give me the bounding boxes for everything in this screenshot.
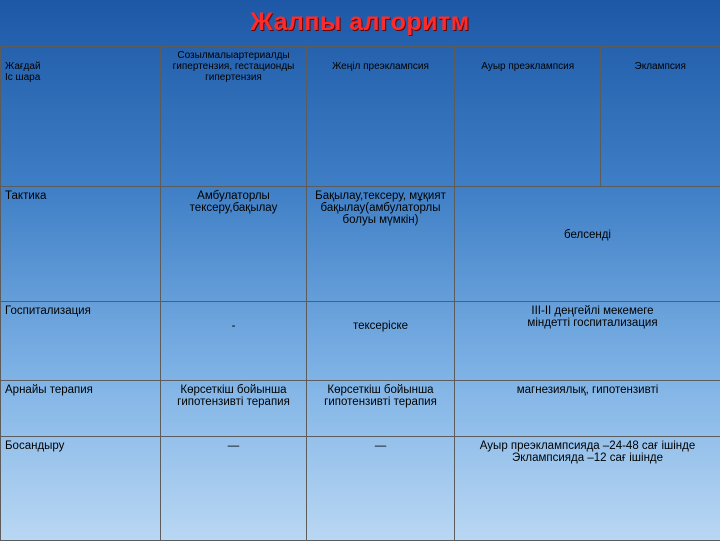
header-action-label: Іс шара xyxy=(5,72,156,83)
table-row xyxy=(1,187,720,302)
tactics-mild-cell: Бақылау,тексеру, мұқият бақылау(амбулаторлы болуы мүмкін) xyxy=(307,187,455,302)
table-row xyxy=(1,437,720,541)
algorithm-table xyxy=(0,46,720,541)
header-severe-preeclampsia: Ауыр преэклампсия xyxy=(455,61,600,72)
header-corner-cell xyxy=(1,47,161,187)
header-column-divider xyxy=(600,46,601,186)
delivery-mild-cell: — xyxy=(307,437,455,541)
delivery-severe-line: Ауыр преэклампсияда –24-48 сағ ішінде xyxy=(459,440,716,452)
therapy-mild-cell: Көрсеткіш бойынша гипотензивті терапия xyxy=(307,381,455,437)
header-eclampsia: Эклампсия xyxy=(600,61,720,72)
header-severe-and-eclampsia-cell xyxy=(455,47,720,187)
delivery-eclampsia-line: Эклампсияда –12 сағ ішінде xyxy=(459,452,716,464)
hospitalization-severe-cell: III-II деңгейлі мекемеге міндетті госпитализация xyxy=(455,302,720,381)
table-row xyxy=(1,302,720,381)
row-label-tactics: Тактика xyxy=(1,187,161,302)
page-title: Жалпы алгоритм xyxy=(0,8,720,37)
delivery-severe-cell xyxy=(455,437,720,541)
header-chronic-hypertension: Созылмалыартериалды гипертензия, гестационды гипертензия xyxy=(161,47,307,187)
row-label-delivery: Босандыру xyxy=(1,437,161,541)
tactics-severe-cell: белсенді xyxy=(455,187,720,302)
table-header-row xyxy=(1,47,720,187)
table-row xyxy=(1,381,720,437)
row-label-special-therapy: Арнайы терапия xyxy=(1,381,161,437)
therapy-chronic-cell: Көрсеткіш бойынша гипотензивті терапия xyxy=(161,381,307,437)
row-label-hospitalization: Госпитализация xyxy=(1,302,161,381)
header-condition-label: Жағдай xyxy=(5,61,156,72)
tactics-chronic-cell: Амбулаторлы тексеру,бақылау xyxy=(161,187,307,302)
delivery-chronic-cell: — xyxy=(161,437,307,541)
hospitalization-chronic-cell: - xyxy=(161,302,307,381)
hospitalization-mild-cell: тексеріске xyxy=(307,302,455,381)
therapy-severe-cell: магнезиялық, гипотензивті xyxy=(455,381,720,437)
header-mild-preeclampsia: Жеңіл преэклампсия xyxy=(307,47,455,187)
